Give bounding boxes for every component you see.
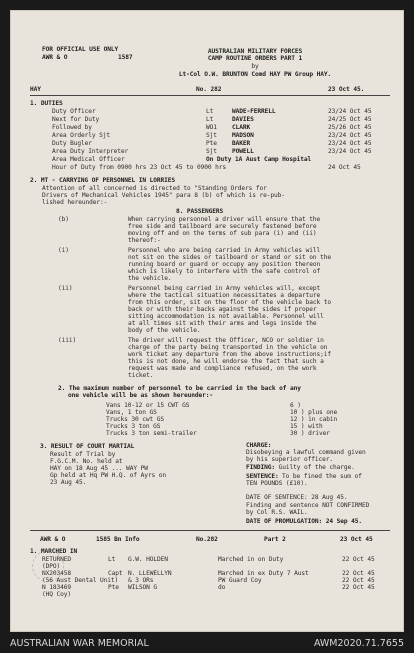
entry-rank: Lt [108, 556, 116, 563]
duty-dates: 23/24 Oct 45 [328, 148, 372, 155]
sentence-line: To be fined the sum of [282, 473, 362, 480]
para-line: free side and tailboard are securely fastened before [128, 223, 317, 230]
duty-name: CLARK [232, 124, 251, 131]
para-line: the vehicle. [128, 275, 172, 282]
para-label: (b) [58, 216, 69, 223]
duty-rank: Lt [206, 108, 214, 115]
para-label: (iii) [58, 337, 77, 344]
footer-bar [0, 634, 414, 653]
para-line: which is likely to interfere with the safe control of [128, 268, 321, 275]
vehicle-type: Vans, 1 ton GS [106, 409, 157, 416]
part2-label: Part 2 [264, 536, 286, 543]
section2-intro-1: Attention of all concerned is directed to "Standing Orders for [42, 185, 267, 192]
ink-stamp [32, 550, 64, 582]
entry-name: N. LLEWELLYN [128, 570, 172, 577]
entry-name: G.W. HOLDEN [128, 556, 168, 563]
max-personnel-line-1: 2. The maximum number of personnel to be carried in the back of any [58, 385, 301, 392]
entry-id: N 183469 [42, 584, 72, 591]
vehicle-type: Trucks 3 ton GS [106, 423, 161, 430]
entry-id: NX203458 [42, 570, 72, 577]
para-line: not sit on the sides or tailboard or stand or sit on the [128, 254, 332, 261]
court-martial-line: F.G.C.M. No. held at [50, 458, 123, 465]
entry-id: RETURNED [42, 556, 72, 563]
sentence-date: DATE OF SENTENCE: 28 Aug 45. [246, 494, 348, 501]
duty-dates: 23/24 Oct 45 [328, 108, 372, 115]
entry-rank: Pte [108, 584, 119, 591]
para-line: charge of the party being transported in the vehicle on [128, 344, 328, 351]
duty-name: WADE-FERRELL [232, 108, 276, 115]
duty-dates: 25/26 Oct 45 [328, 124, 372, 131]
classification-code: AWR & O [42, 54, 68, 61]
part-divider [30, 530, 390, 531]
court-martial-line: 23 Aug 45. [50, 479, 87, 486]
para-line: this is not done, he will endorse the fact that such a [128, 358, 324, 365]
charge-label: CHARGE: [246, 442, 272, 449]
finding-text: Guilty of the charge. [278, 464, 355, 471]
charge-line: Disobeying a lawful command given [246, 449, 366, 456]
part2-form-no: 1585 Bn Info [96, 536, 140, 543]
duty-dates: 23/24 Oct 45 [328, 132, 372, 139]
court-martial-line: HAY on 18 Aug 45 ... WAY PW [50, 465, 148, 472]
para-line: back or with their backs against the sides if proper [128, 306, 317, 313]
vehicle-type: Vans 10-12 or 15 CWT GS [106, 402, 190, 409]
duty-role: Duty Officer [52, 108, 96, 115]
para-label: (ii) [58, 285, 73, 292]
duty-name: DAVIES [232, 116, 254, 123]
duty-rank: Sjt [206, 132, 217, 139]
para-label: (i) [58, 247, 69, 254]
section3-heading: 3. RESULT OF COURT MARTIAL [40, 443, 135, 450]
para-line: body of the vehicle. [128, 327, 201, 334]
footer-credit: AUSTRALIAN WAR MEMORIAL [10, 638, 149, 649]
title-line-4: Lt-Col O.W. BRUNTON Comd HAY PW Group HAY. [178, 71, 332, 78]
duty-name: On Duty 1A Aust Camp Hospital [206, 156, 312, 163]
section2-intro-2: Drivers of Mechanical Vehicles 1945" para 8 (b) of which is re-pub- [42, 192, 285, 199]
para-line: running board or guard or occupy any position thereon [128, 261, 321, 268]
document-page [10, 10, 404, 632]
para-line: The driver will request the Officer, NCO or soldier in [128, 337, 324, 344]
entry-name: WILSON G [128, 584, 158, 591]
confirmation-line: by Col R.S. WAIL. [246, 509, 308, 516]
duty-role: Next for Duty [52, 116, 100, 123]
vehicle-count: 15 ) with [290, 423, 323, 430]
entry-remark: Marched in ex Duty 7 Aust [218, 570, 309, 577]
entry-name: & 3 ORs [128, 577, 154, 584]
place: HAY [30, 86, 41, 93]
entry-remark: do [218, 584, 226, 591]
entry-date: 22 Oct 45 [342, 584, 375, 591]
sentence-label: SENTENCE: [246, 473, 279, 480]
charge-line: by his superior officer. [246, 456, 334, 463]
para-line: at all times sit with their arms and legs inside the [128, 320, 317, 327]
classification-label: FOR OFFICIAL USE ONLY [42, 46, 119, 53]
entry-rank: Capt [108, 570, 123, 577]
duty-rank: Sjt [206, 148, 217, 155]
para-line: ticket. [128, 372, 154, 379]
order-number: No. 282 [196, 86, 222, 93]
header-rule [30, 95, 390, 96]
duty-rank: Lt [206, 116, 214, 123]
para-line: Personnel who are being carried in Army vehicles will [128, 247, 321, 254]
section2-heading: 2. MT - CARRYING OF PERSONNEL IN LORRIES [30, 177, 176, 184]
title-line-1: AUSTRALIAN MILITARY FORCES [207, 48, 303, 55]
sentence-line: TEN POUNDS (£10). [246, 480, 308, 487]
duty-role: Area Medical Officer [52, 156, 125, 163]
promulgation-date: DATE OF PROMULGATION: 24 Sep 45. [246, 518, 363, 525]
finding-label: FINDING: [246, 464, 276, 471]
para-line: request was made and compliance refused, on the work [128, 365, 317, 372]
entry-id: (DPO) [42, 563, 61, 570]
entry-remark: Marched in on Duty [218, 556, 284, 563]
vehicle-type: Trucks 3 ton semi-trailer [106, 430, 197, 437]
vehicle-type: Trucks 30 cwt GS [106, 416, 165, 423]
entry-date: 22 Oct 45 [342, 556, 375, 563]
court-martial-line: Result of Trial by [50, 451, 116, 458]
duty-role: Followed by [52, 124, 92, 131]
entry-date: 22 Oct 45 [342, 577, 375, 584]
duty-name: POWELL [232, 148, 254, 155]
part2-left: AWR & O [40, 536, 66, 543]
order-date: 23 Oct 45. [328, 86, 365, 93]
vehicle-count: 6 ) [290, 402, 301, 409]
entry-date: 22 Oct 45 [342, 570, 375, 577]
duty-dates: 24 Oct 45 [328, 164, 361, 171]
vehicle-count: 30 ) driver [290, 430, 330, 437]
vehicle-count: 10 ) plus one [290, 409, 338, 416]
court-martial-line: Gp held at Hq PW H.Q. of Ayrs on [50, 472, 167, 479]
marched-in-heading: 1. MARCHED IN [30, 548, 78, 555]
confirmation-line: Finding and sentence NOT CONFIRMED [246, 502, 370, 509]
duty-rank: WO1 [206, 124, 217, 131]
max-personnel-line-2: one vehicle will be as shown hereunder:- [68, 392, 214, 399]
para-line: thereof:- [128, 237, 161, 244]
duty-role: Area Duty Interpreter [52, 148, 129, 155]
entry-id: (HQ Coy) [42, 591, 72, 598]
duty-name: BAKER [232, 140, 251, 147]
title-line-3: by [251, 63, 259, 70]
para-line: When carrying personnel a driver will ensure that the [128, 216, 321, 223]
duty-dates: 24/25 Oct 45 [328, 116, 372, 123]
para-line: where the tactical situation necessitates a departure [128, 292, 321, 299]
duty-rank: Pte [206, 140, 217, 147]
para-line: Personnel being carried in Army vehicles will, except [128, 285, 321, 292]
form-number: 1587 [118, 54, 133, 61]
duty-role: Area Orderly Sjt [52, 132, 111, 139]
duty-name: MADSON [232, 132, 254, 139]
duty-dates: 23/24 Oct 45 [328, 140, 372, 147]
para-line: sitting accommodation is not available. Personnel will [128, 313, 324, 320]
title-line-2: CAMP ROUTINE ORDERS PART 1 [207, 55, 303, 62]
entry-id: (56 Aust Dental Unit) [42, 577, 119, 584]
para-line: work ticket any departure from the above instructions;if [128, 351, 332, 358]
part2-number: No.282 [196, 536, 218, 543]
duty-role: Hour of Duty from 0900 hrs 23 Oct 45 to 0900 hrs [52, 164, 227, 171]
part2-date: 23 Oct 45 [340, 536, 373, 543]
footer-accession: AWM2020.71.7655 [313, 638, 404, 649]
duty-role: Duty Bugler [52, 140, 92, 147]
duties-heading: 1. DUTIES [30, 100, 63, 107]
para-line: from this order, sit on the floor of the vehicle back to [128, 299, 332, 306]
para-line: moving off and on the terms of sub para (i) and (ii) [128, 230, 317, 237]
passengers-heading: 8. PASSENGERS [176, 208, 224, 215]
vehicle-count: 12 ) in cabin [290, 416, 338, 423]
entry-remark: PW Guard Coy [218, 577, 262, 584]
section2-intro-3: lished hereunder:- [42, 199, 108, 206]
